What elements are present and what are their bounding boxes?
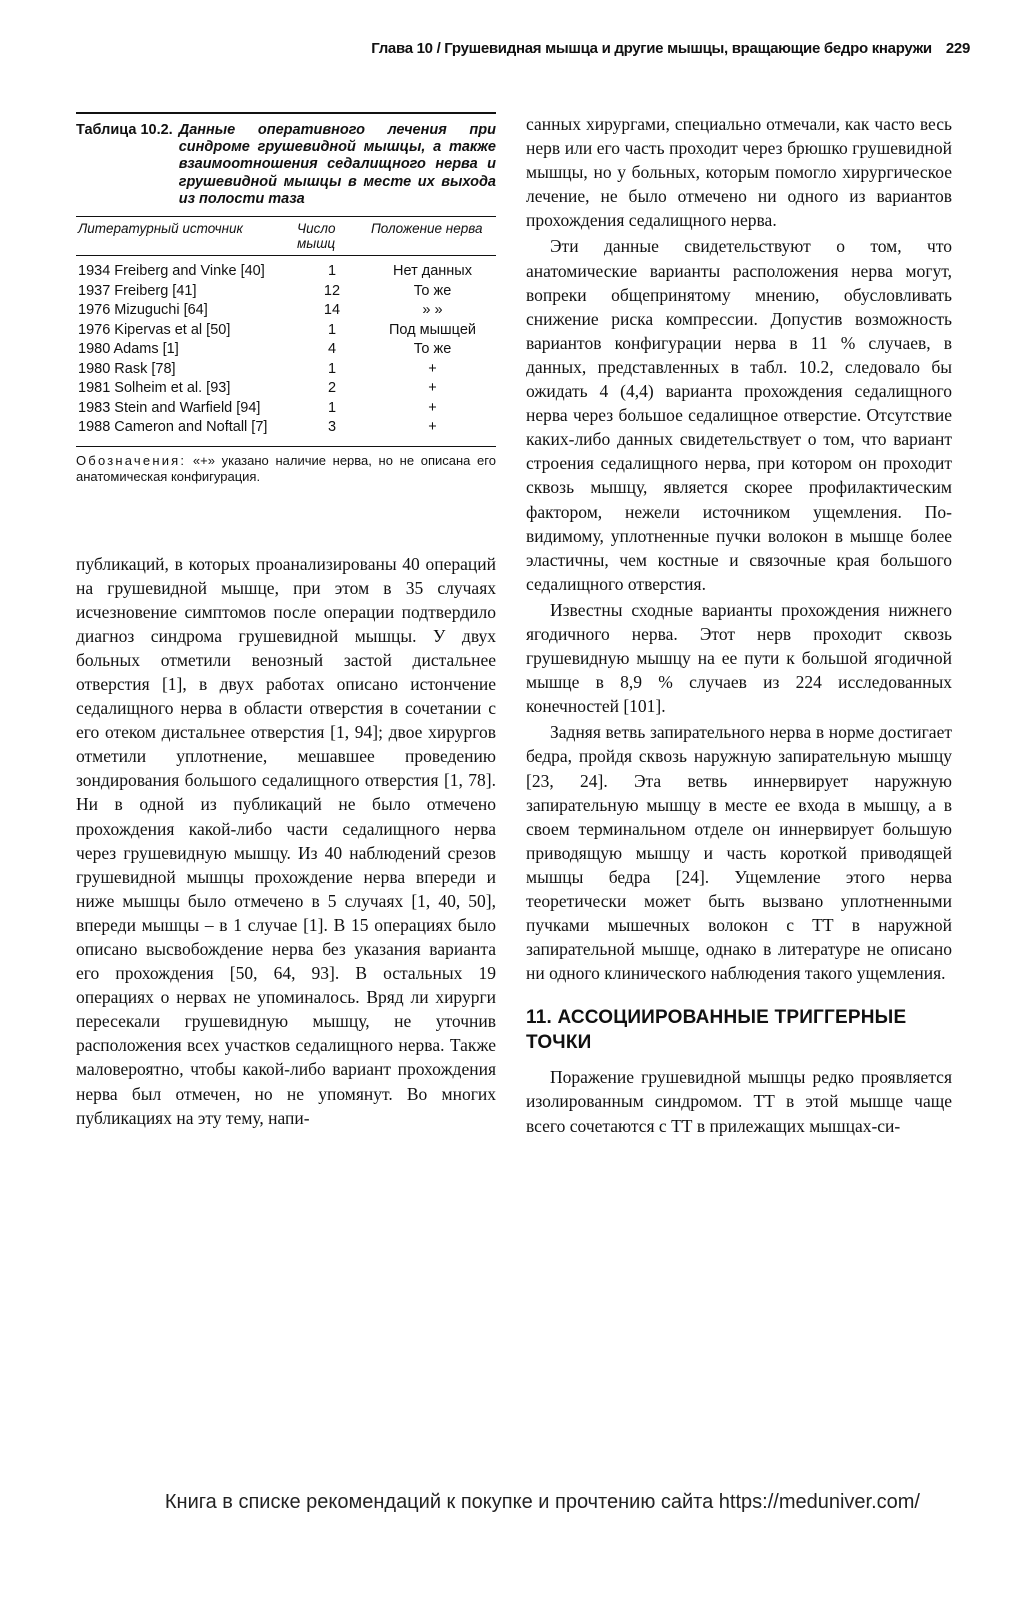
running-head — [170, 40, 970, 57]
right-paragraph-1: санных хирургами, специально отмечали, как часто весь нерв или его часть проходит через брюшко грушевидной мышцы, но у больных, которым помогло хирургическое лечение, не было отмечено ни одного из вариантов прохождения седалищного нерва. — [526, 114, 952, 231]
right-paragraph-3: Известны сходные варианты прохождения нижнего ягодичного нерва. Этот нерв проходит сквозь грушевидную мышцу на ее пути к большой ягодичной мышце в 8,9 % случаев из 224 исследованных конечностей [101]. — [526, 599, 952, 717]
left-column — [76, 112, 496, 1130]
page-number: 229 — [945, 40, 970, 57]
cell-source: 1980 Rask [78] — [78, 360, 176, 377]
cell-source: 1983 Stein and Warfield [94] — [78, 399, 261, 416]
table-caption — [76, 122, 496, 208]
right-paragraph-5: Поражение грушевидной мышцы редко проявляется изолированным синдромом. ТТ в этой мышце чаще всего сочетаются с ТТ в прилежащих мышцах-си- — [526, 1067, 952, 1136]
cell-count: 2 — [327, 380, 337, 397]
cell-source: 1980 Adams [1] — [78, 341, 179, 358]
table-number: Таблица 10.2. — [76, 122, 173, 138]
table-grid — [76, 216, 496, 447]
column-header-source: Литературный источник — [76, 217, 295, 256]
table-note-label: Обозначения: — [76, 452, 187, 468]
cell-source: 1981 Solheim et al. [93] — [78, 380, 231, 397]
cell-position: + — [428, 380, 437, 397]
table-10-2 — [76, 112, 496, 486]
right-column — [526, 112, 952, 1138]
cell-position: Нет данных — [393, 263, 472, 280]
cell-position: Под мышцей — [389, 321, 476, 338]
table-row — [76, 301, 496, 321]
table-row — [76, 418, 496, 446]
cell-position: То же — [413, 282, 452, 299]
table-note-text: «+» указано наличие нерва, но не описана его анатомическая конфигурация. — [76, 452, 496, 485]
cell-position: + — [428, 360, 437, 377]
right-paragraph-2: Эти данные свидетельствуют о том, что анатомические варианты расположения нерва могут, вопреки общепринятому мнению, обусловливать снижение риска компрессии. Допустив возможность вариантов конфигурации нерва в 11 % случаев, в данных, представленных в табл. 10.2, следовало бы ожидать 4 (4,4) варианта прохождения седалищного нерва через большое седалищное отверстие. Отсутствие каких-либо данных свидетельствует о том, что вариант строения седалищного нерва, при котором он проходит сквозь мышцу, является скорее профилактическим фактором, нежели источником ущемления. По-видимому, уплотненные пучки волокон в мышце более эластичны, чем костные и связочные края большого седалищного отверстия. — [526, 236, 952, 594]
cell-count: 1 — [327, 263, 337, 280]
cell-count: 14 — [323, 302, 341, 319]
cell-count: 12 — [323, 282, 341, 299]
cell-source: 1976 Mizuguchi [64] — [78, 302, 208, 319]
table-row — [76, 340, 496, 360]
cell-position: + — [428, 399, 437, 416]
cell-position: » » — [422, 302, 443, 319]
table-row — [76, 360, 496, 380]
cell-source: 1934 Freiberg and Vinke [40] — [78, 263, 265, 280]
table-row — [76, 321, 496, 341]
table-row — [76, 282, 496, 302]
table-row — [76, 399, 496, 419]
table-row — [76, 379, 496, 399]
left-paragraph: публикаций, в которых проанализированы 40 операций на грушевидной мышце, при этом в 35 случаях исчезновение симптомов после операции подтвердило диагноз синдрома грушевидной мышцы. У двух больных отметили венозный застой дистальнее отверстия [1], в двух работах описано истончение седалищного нерва в области отверстия в сочетании с его отеком дистальнее отверстия [1, 94]; двое хирургов отметили уплотнение, мешавшее проведению зондирования большого седалищного отверстия [1, 78]. Ни в одной из публикаций не было отмечено прохождения какой-либо части седалищного нерва через грушевидную мышцу. Из 40 наблюдений срезов грушевидной мышцы прохождение нерва впереди и ниже мышцы было отмечено в 5 случаях [1, 40, 50], впереди мышцы – в 1 случае [1]. В 15 операциях было описано высвобождение нерва без указания варианта его прохождения [50, 64, 93]. В остальных 19 операциях о нервах не упоминалось. Вряд ли хирурги пересекали грушевидную мышцу, не уточнив расположения всех участков седалищного нерва. Также маловероятно, чтобы какой-либо вариант прохождения нерва был отмечен, но не упомянут. Во многих публикациях на эту тему, напи- — [76, 553, 496, 1128]
cell-count: 4 — [327, 341, 337, 358]
cell-count: 1 — [327, 321, 337, 338]
table-row — [76, 256, 496, 282]
cell-position: + — [369, 418, 496, 446]
table-note — [76, 453, 496, 486]
table-title: Данные оперативного лечения при синдроме грушевидной мышцы, а также взаимоотношения седалищного нерва и грушевидной мышцы в месте их выхода из полости таза — [178, 122, 496, 207]
chapter-title: Глава 10 / Грушевидная мышца и другие мышцы, вращающие бедро кнаружи — [371, 40, 932, 57]
cell-count: 3 — [295, 418, 369, 446]
cell-position: То же — [413, 341, 452, 358]
column-header-count: Число мышц — [295, 217, 369, 256]
cell-source: 1937 Freiberg [41] — [78, 282, 197, 299]
section-heading: 11. АССОЦИИРОВАННЫЕ ТРИГГЕРНЫЕ ТОЧКИ — [526, 1007, 907, 1054]
cell-source: 1988 Cameron and Noftall [7] — [76, 418, 295, 446]
cell-source: 1976 Kipervas et al [50] — [78, 321, 231, 338]
cell-count: 1 — [327, 399, 337, 416]
right-paragraph-4: Задняя ветвь запирательного нерва в норме достигает бедра, пройдя сквозь наружную запирательную мышцу [23, 24]. Эта ветвь иннервирует наружную запирательную мышцу в месте ее входа в мышцу, а в своем терминальном отделе он иннервирует большую приводящую мышцу и часть короткой приводящей мышцы бедра [24]. Ущемление этого нерва теоретически может быть вызвано уплотненными пучками мышечных волокон с ТТ в наружной запирательной мышце, однако в литературе не описано ни одного клинического наблюдения такого ущемления. — [526, 722, 952, 984]
watermark-text: Книга в списке рекомендаций к покупке и прочтению сайта https://meduniver.com/ — [164, 1491, 920, 1513]
table-header-row — [76, 217, 496, 256]
cell-count: 1 — [327, 360, 337, 377]
column-header-position: Положение нерва — [369, 217, 496, 256]
